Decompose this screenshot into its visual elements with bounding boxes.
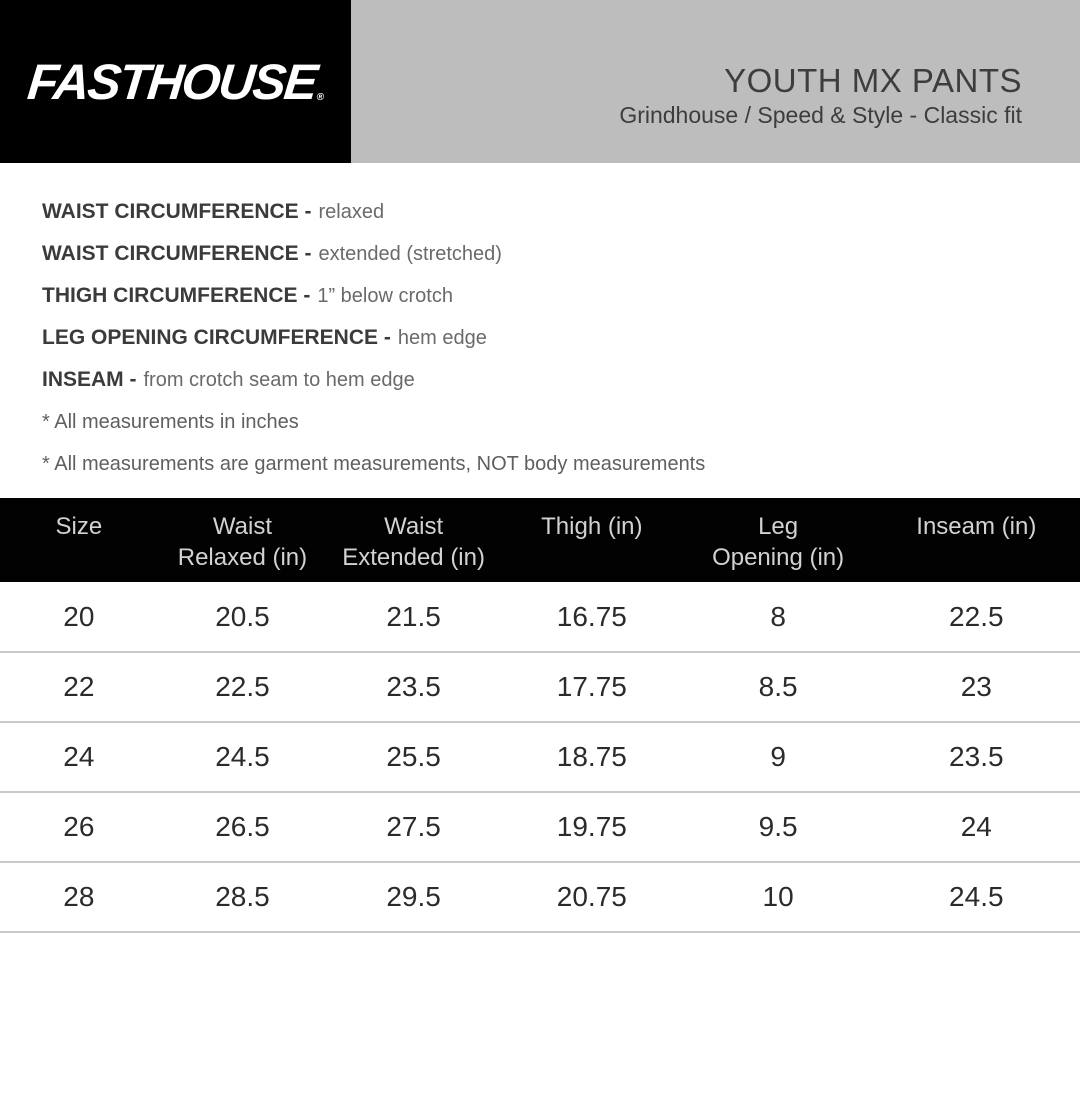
- size-cell: 26.5: [158, 792, 328, 862]
- column-header: [0, 498, 158, 582]
- size-cell: 19.75: [500, 792, 684, 862]
- measurement-description: hem edge: [397, 326, 487, 349]
- measurement-description: 1” below crotch: [317, 284, 453, 307]
- size-chart-header-row: [0, 498, 1080, 582]
- measurement-definition: [42, 317, 1080, 359]
- registered-trademark-icon: ®: [315, 91, 325, 103]
- column-header-line2: Extended (in): [342, 544, 485, 571]
- size-cell: 23.5: [873, 722, 1080, 792]
- size-cell: 8: [684, 582, 873, 652]
- measurement-definition: [42, 275, 1080, 317]
- size-row: [0, 652, 1080, 722]
- size-chart-table: [0, 498, 1080, 933]
- size-cell: 10: [684, 862, 873, 932]
- fasthouse-logo: [25, 53, 327, 111]
- size-cell: 24: [873, 792, 1080, 862]
- header-band: [0, 0, 1080, 163]
- measurement-definition: [42, 191, 1080, 233]
- size-cell: 28.5: [158, 862, 328, 932]
- measurement-label: LEG OPENING CIRCUMFERENCE -: [42, 326, 391, 349]
- size-cell: 26: [0, 792, 158, 862]
- title-block: [351, 0, 1080, 163]
- fasthouse-logo-text: FASTHOUSE: [24, 53, 319, 110]
- size-cell: 18.75: [500, 722, 684, 792]
- measurement-description: relaxed: [318, 200, 385, 223]
- size-cell: 16.75: [500, 582, 684, 652]
- column-header-line1: Waist: [384, 513, 444, 540]
- column-header: [873, 498, 1080, 582]
- column-header-line2: Opening (in): [712, 544, 845, 571]
- size-cell: 23: [873, 652, 1080, 722]
- column-header-line1: Inseam (in): [916, 513, 1037, 540]
- measurement-legend: [0, 163, 1080, 498]
- column-header-line1: Waist: [212, 513, 272, 540]
- size-cell: 9: [684, 722, 873, 792]
- page-subtitle: Grindhouse / Speed & Style - Classic fit: [619, 102, 1022, 128]
- size-row: [0, 862, 1080, 932]
- size-cell: 22: [0, 652, 158, 722]
- size-cell: 24.5: [873, 862, 1080, 932]
- page-title: YOUTH MX PANTS: [724, 62, 1022, 99]
- size-cell: 17.75: [500, 652, 684, 722]
- size-row: [0, 722, 1080, 792]
- size-cell: 20.75: [500, 862, 684, 932]
- column-header: [684, 498, 873, 582]
- size-cell: 25.5: [327, 722, 500, 792]
- measurement-label: WAIST CIRCUMFERENCE -: [42, 242, 312, 265]
- measurement-label: THIGH CIRCUMFERENCE -: [42, 284, 311, 307]
- size-cell: 20: [0, 582, 158, 652]
- size-cell: 20.5: [158, 582, 328, 652]
- size-row: [0, 792, 1080, 862]
- size-cell: 22.5: [158, 652, 328, 722]
- measurement-definition: [42, 233, 1080, 275]
- size-cell: 27.5: [327, 792, 500, 862]
- column-header: [327, 498, 500, 582]
- measurement-footnote: * All measurements in inches: [42, 410, 299, 433]
- size-cell: 23.5: [327, 652, 500, 722]
- column-header-line1: Leg: [758, 513, 799, 540]
- measurement-label: INSEAM -: [42, 368, 137, 391]
- column-header-line1: Thigh (in): [541, 513, 643, 540]
- measurement-description: extended (stretched): [318, 242, 502, 265]
- column-header-line2: Relaxed (in): [177, 544, 308, 571]
- column-header-line1: Size: [55, 513, 103, 540]
- measurement-label: WAIST CIRCUMFERENCE -: [42, 200, 312, 223]
- brand-logo-box: [0, 0, 351, 163]
- size-cell: 22.5: [873, 582, 1080, 652]
- size-chart-body: [0, 582, 1080, 932]
- column-header: [158, 498, 328, 582]
- size-cell: 8.5: [684, 652, 873, 722]
- measurement-description: from crotch seam to hem edge: [143, 368, 415, 391]
- measurement-footnote: * All measurements are garment measurements, NOT body measurements: [42, 452, 706, 475]
- size-cell: 28: [0, 862, 158, 932]
- size-row: [0, 582, 1080, 652]
- size-cell: 21.5: [327, 582, 500, 652]
- size-cell: 24.5: [158, 722, 328, 792]
- size-cell: 29.5: [327, 862, 500, 932]
- size-cell: 24: [0, 722, 158, 792]
- column-header: [500, 498, 684, 582]
- measurement-definition: [42, 359, 1080, 401]
- size-cell: 9.5: [684, 792, 873, 862]
